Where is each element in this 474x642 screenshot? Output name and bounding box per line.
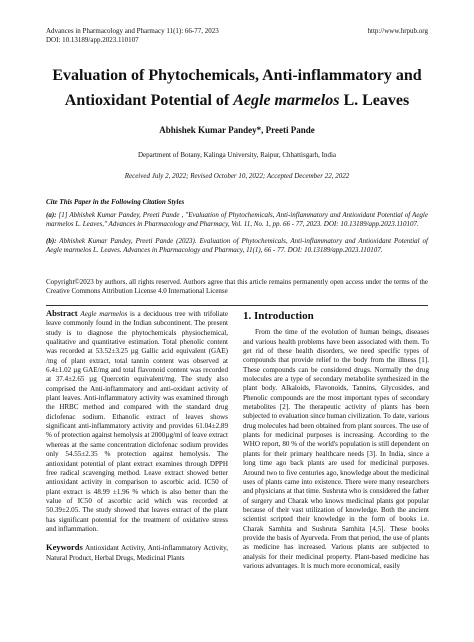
citation-a-text: [1] Abhishek Kumar Pandey, Preeti Pande , "Evaluation of Phytochemicals, Anti-inflammatory and Antioxidant Potential of Aegle marmelos L. Leaves," Advances in Pharmacology and Pharmacy, Vol. 11, No. 1, pp. 66 - 77, 2023. DOI: 10.13189/app.2023.110107.	[46, 211, 428, 229]
journal-url[interactable]: http://www.hrpub.org	[367, 27, 428, 35]
section-divider	[46, 305, 428, 306]
citation-block	[46, 198, 428, 262]
citation-b-label: (b):	[46, 236, 57, 245]
abstract-species: Aegle marmelos	[80, 310, 128, 318]
citation-b-text: Abhishek Kumar Pandey, Preeti Pande (2023). Evaluation of Phytochemicals, Anti-inflammatory and Antioxidant Potential of Aegle marmelos L. Leaves. Advances in Pharmacology and Pharmacy, 11(1), 66 - 77. DOI: 10.13189/app.2023.110107.	[46, 236, 428, 254]
introduction-column	[243, 309, 429, 571]
citation-a-label: (a):	[46, 211, 57, 220]
submission-dates: Received July 2, 2022; Revised October 10, 2022; Accepted December 22, 2022	[124, 172, 350, 180]
paper-title	[46, 63, 428, 113]
keywords	[46, 543, 228, 563]
author-list: Abhishek Kumar Pandey*, Preeti Pande	[159, 125, 315, 135]
keywords-text: Antioxidant Activity, Anti-inflammatory Activity, Natural Product, Herbal Drugs, Medicinal Plants	[46, 544, 228, 562]
citation-heading: Cite This Paper in the Following Citation Styles	[46, 198, 185, 206]
title-suffix: L. Leaves	[339, 92, 410, 109]
citation-style-a	[46, 211, 428, 229]
abstract	[46, 309, 228, 534]
introduction-heading: 1. Introduction	[243, 310, 314, 322]
title-species: Aegle marmelos	[233, 92, 340, 109]
abstract-text: is a deciduous tree with trifoliate leave commonly found in the Indian subcontinent. The present study is to diagnose the phytochemicals physiochemical, qualitative and quantitative estimation. Total phenolic content was recorded at 53.52±3.25 µg Gallic acid equivalent (GAE) /mg of plant extract, total tannin content was observed at 6.4±1.02 µg GAE/mg and total flavonoid content was recorded at 37.4±2.65 µg Quercetin equivalent/mg. The study also comprised the Anti-inflammatory and anti-oxidant activity of plant leaves. Anti-inflammatory activity was examined through the HRBC method and compared with the standard drug diclofenac sodium. Ethanolic extract of leaves shows significant anti-inflammatory activity and provides 61.04±2.89 % of protection against hemolysis at 2000µg/ml of leave extract whereas at the same concentration diclofenac sodium provides only 54.55±2.35 % protection against hemolysis. The antioxidant potential of plant extract examines through DPPH free radical scavenging method. Leave extract showed better antioxidant activity in comparison to ascorbic acid. IC50 of plant extract is 48.99 ±1.96 % which is also better than the value of IC50 of ascorbic acid which was recorded at 50.39±2.05. The study showed that leaves extract of the plant has significant potential for the treatment of oxidative stress and inflammation.	[46, 310, 229, 533]
abstract-column	[46, 309, 228, 563]
title-line-1: Evaluation of Phytochemicals, Anti-inflammatory and	[52, 67, 422, 84]
doi: DOI: 10.13189/app.2023.110107	[46, 36, 139, 44]
abstract-label: Abstract	[46, 308, 78, 318]
journal-citation: Advances in Pharmacology and Pharmacy 11(1): 66-77, 2023	[46, 27, 219, 35]
introduction-text: From the time of the evolution of human beings, diseases and various health problems have been associated with them. To get rid of these health disorders, we need specific types of compounds that provide relief to the body from the illness [1]. These compounds can be considered drugs. Normally the drug molecules are a type of secondary metabolite synthesized in the plant body. Alkaloids, Flavonoids, Tannins, Glycosides, and Phenolic compounds are the most important types of secondary metabolites [2]. The therapeutic activity of plants has been subjected to evaluation since human civilization. To date, various drug molecules had been obtained from plant sources. The use of plants for medicinal purposes is increasing. According to the WHO report, 80 % of the world's population is still dependent on plants for their primary healthcare needs [3]. In India, since a long time ago back plants are used for medicinal purposes. Around two to five centuries ago, knowledge about the medicinal uses of plants came into existence. There were many researchers and physicians at that time. Sushruta who is considered the father of surgery and Charak who knows medicinal plants got popular because of their vast utilization of knowledge. Both the ancient scientist scripted their knowledge in the form of books i.e. Charak Samhita and Sushruta Samhita [4,5]. These books provide the basis of Ayurveda. From that period, the use of plants as medicine has increased. Various plants are subjected to analysis for their medicinal property. Plant-based medicine has various advantages. It is much more economical, easily	[243, 328, 429, 570]
running-header	[46, 27, 428, 45]
title-line-2	[46, 88, 428, 113]
keywords-label: Keywords	[46, 542, 83, 553]
title-prefix: Antioxidant Potential of	[64, 92, 234, 109]
affiliation: Department of Botany, Kalinga University, Raipur, Chhattisgarh, India	[137, 151, 337, 159]
citation-style-b	[46, 237, 428, 255]
copyright-notice: Copyright©2023 by authors, all rights reserved. Authors agree that this article remains permanently open access under the terms of the Creative Commons Attribution License 4.0 International License	[46, 278, 428, 295]
